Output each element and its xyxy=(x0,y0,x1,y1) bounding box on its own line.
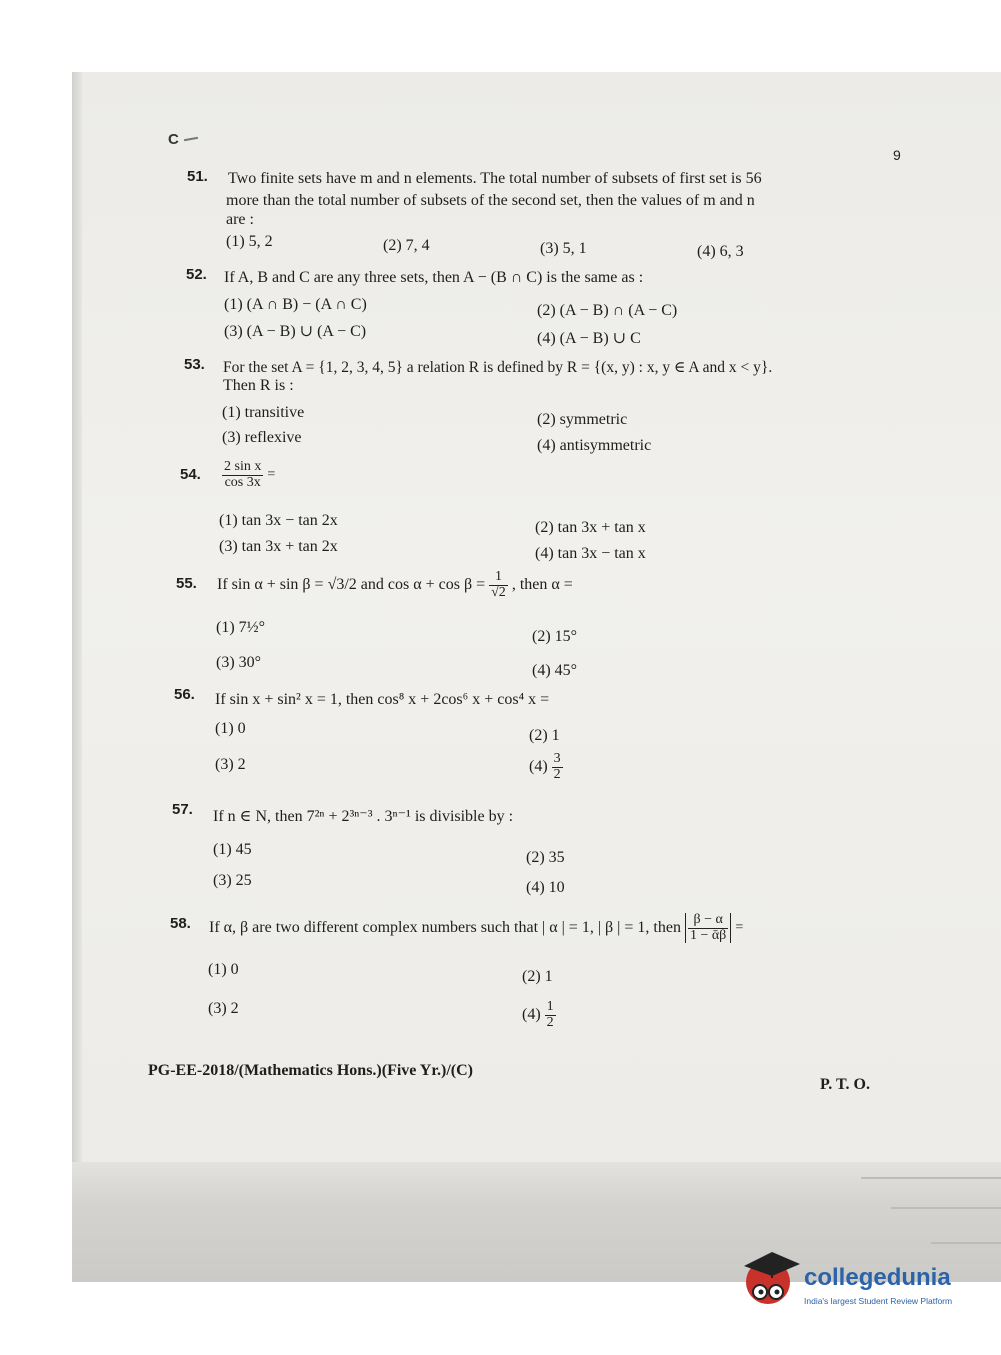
option-2: (2) 1 xyxy=(522,968,553,985)
fraction-numerator: 1 xyxy=(546,999,554,1014)
option-4: (4) tan 3x − tan x xyxy=(535,545,646,562)
fraction-denominator: 2 xyxy=(553,766,561,782)
option-1: (1) 7½° xyxy=(216,619,266,636)
option-1: (1) 5, 2 xyxy=(226,233,273,250)
absolute-value xyxy=(685,913,731,943)
option-4 xyxy=(522,1000,556,1030)
question-number: 56. xyxy=(174,686,195,703)
option-3: (3) 5, 1 xyxy=(540,240,587,257)
fraction-numerator: 3 xyxy=(553,751,561,766)
option-2: (2) (A − B) ∩ (A − C) xyxy=(537,302,678,319)
option-3: (3) tan 3x + tan 2x xyxy=(219,538,338,555)
fraction-denominator: cos 3x xyxy=(224,474,261,490)
fraction-numerator: 2 sin x xyxy=(224,459,262,474)
question-text: are : xyxy=(226,211,254,228)
question-text xyxy=(209,913,743,943)
option-2: (2) 35 xyxy=(526,849,565,866)
option-4: (4) 6, 3 xyxy=(697,243,744,260)
option-4: (4) antisymmetric xyxy=(537,437,652,454)
option-3: (3) 2 xyxy=(208,1000,239,1017)
fraction-numerator: 1 xyxy=(489,570,508,586)
fraction-denominator: 2 xyxy=(546,1014,554,1030)
collegedunia-logo[interactable] xyxy=(742,1244,972,1314)
question-text: If sin x + sin² x = 1, then cos⁸ x + 2cos⁶ x + cos⁴ x = xyxy=(215,691,550,708)
set-code: C xyxy=(168,131,179,148)
option-3: (3) 25 xyxy=(213,872,252,889)
fraction xyxy=(545,1000,556,1030)
option-2: (2) symmetric xyxy=(537,411,628,428)
fraction-numerator: β − α xyxy=(688,913,728,929)
option-1: (1) 45 xyxy=(213,841,252,858)
question-number: 52. xyxy=(186,266,207,283)
option-4: (4) 10 xyxy=(526,879,565,896)
option-1: (1) tan 3x − tan 2x xyxy=(219,512,338,529)
equals-sign: = xyxy=(267,467,276,483)
option-3: (3) (A − B) ∪ (A − C) xyxy=(224,323,367,340)
option-label: (4) xyxy=(529,758,548,776)
option-2: (2) 7, 4 xyxy=(383,237,430,254)
question-number: 58. xyxy=(170,915,191,932)
fraction-denominator: 1 − ᾱβ xyxy=(689,927,727,943)
option-1: (1) transitive xyxy=(222,404,305,421)
question-text-part: , then α = xyxy=(511,576,573,594)
stacked-page-edge xyxy=(861,1177,1001,1179)
question-text: If n ∈ N, then 7²ⁿ + 2³ⁿ⁻³ . 3ⁿ⁻¹ is divisible by : xyxy=(213,808,514,825)
page-edge xyxy=(72,72,82,1282)
please-turn-over: P. T. O. xyxy=(820,1076,870,1093)
fraction xyxy=(688,913,728,943)
question-number: 51. xyxy=(187,168,208,185)
question-expression xyxy=(222,460,275,490)
option-1: (1) 0 xyxy=(215,720,246,737)
question-text: For the set A = {1, 2, 3, 4, 5} a relation R is defined by R = {(x, y) : x, y ∈ A and x < y}. xyxy=(223,359,773,376)
question-text: If A, B and C are any three sets, then A − (B ∩ C) is the same as : xyxy=(224,269,644,286)
question-text xyxy=(217,570,573,600)
option-3: (3) reflexive xyxy=(222,429,302,446)
question-number: 55. xyxy=(176,575,197,592)
question-text: Then R is : xyxy=(223,377,294,394)
stacked-page-edge xyxy=(891,1207,1001,1209)
option-label: (4) xyxy=(522,1006,541,1024)
option-1: (1) (A ∩ B) − (A ∩ C) xyxy=(224,296,367,313)
question-text: more than the total number of subsets of the second set, then the values of m and n xyxy=(226,192,755,209)
logo-wordmark: collegedunia xyxy=(804,1264,951,1291)
option-4: (4) 45° xyxy=(532,662,578,679)
question-number: 57. xyxy=(172,801,193,818)
question-number: 54. xyxy=(180,466,201,483)
option-3: (3) 2 xyxy=(215,756,246,773)
equals-sign: = xyxy=(735,920,744,936)
option-1: (1) 0 xyxy=(208,961,239,978)
fraction xyxy=(222,460,263,490)
mascot-icon xyxy=(742,1244,804,1314)
page-number: 9 xyxy=(893,147,901,163)
option-3: (3) 30° xyxy=(216,654,262,671)
option-4: (4) (A − B) ∪ C xyxy=(537,330,641,347)
question-text: Two finite sets have m and n elements. The total number of subsets of first set is 56 xyxy=(228,170,762,187)
option-4 xyxy=(529,752,563,782)
option-2: (2) 1 xyxy=(529,727,560,744)
paper-code: PG-EE-2018/(Mathematics Hons.)(Five Yr.)/(C) xyxy=(148,1062,473,1079)
option-2: (2) 15° xyxy=(532,628,578,645)
question-text-part: If sin α + sin β = √3/2 and cos α + cos β = xyxy=(217,576,486,594)
logo-tagline: India's largest Student Review Platform xyxy=(804,1296,953,1306)
fraction xyxy=(489,570,508,600)
option-2: (2) tan 3x + tan x xyxy=(535,519,646,536)
fraction-denominator: √2 xyxy=(491,584,506,600)
fraction xyxy=(552,752,563,782)
question-number: 53. xyxy=(184,356,205,373)
question-text-part: If α, β are two different complex numbers such that | α | = 1, | β | = 1, then xyxy=(209,919,681,937)
